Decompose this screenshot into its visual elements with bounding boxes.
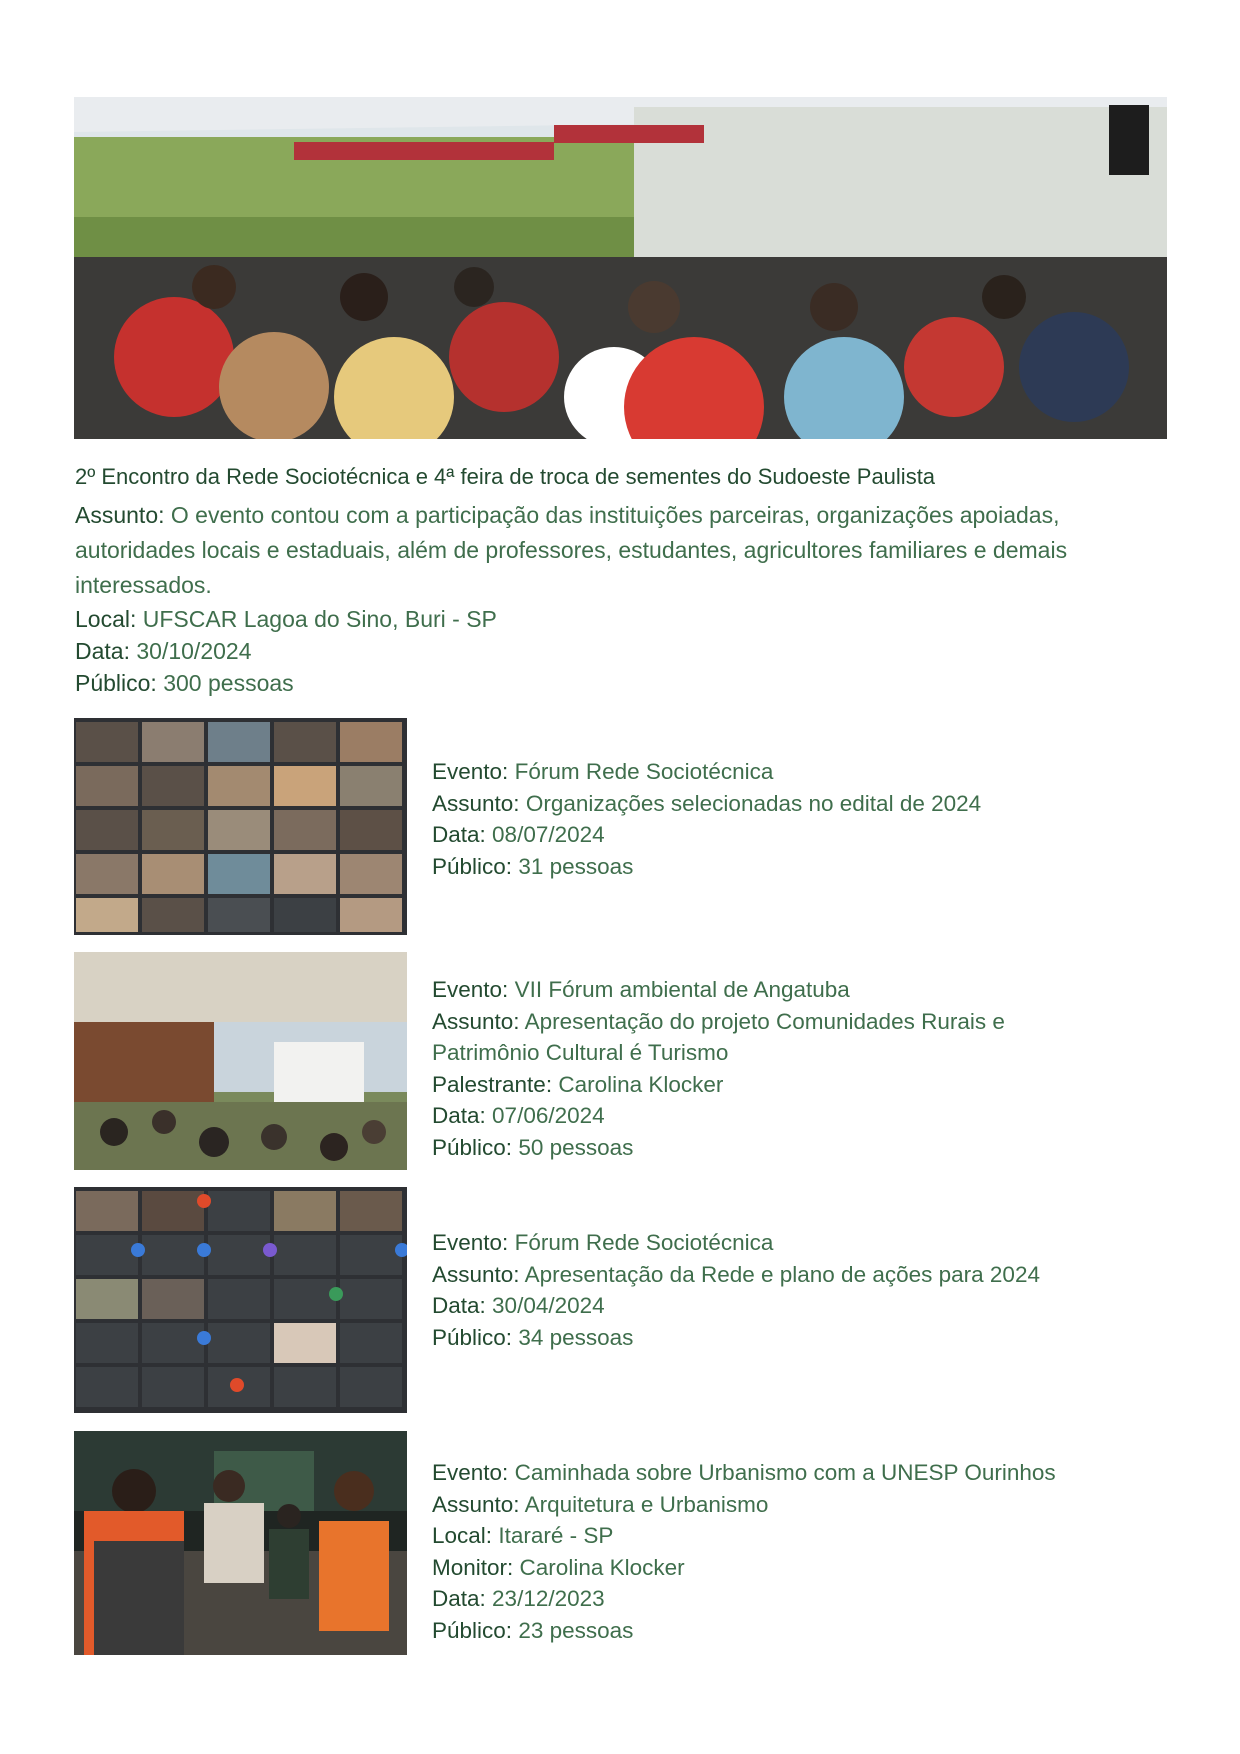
line-value: 50 pessoas	[518, 1134, 634, 1160]
event-monitor-line	[432, 1552, 1172, 1584]
line-value: Fórum Rede Sociotécnica	[514, 759, 774, 784]
line-value: VII Fórum ambiental de Angatuba	[514, 977, 850, 1002]
event-date-line	[432, 1100, 1172, 1132]
line-label: Assunto:	[432, 1261, 520, 1287]
line-value: Carolina Klocker	[558, 1071, 724, 1097]
line-value: Itararé - SP	[498, 1523, 614, 1548]
event-subject-line	[432, 1489, 1172, 1521]
event-name-line	[432, 1227, 1172, 1259]
line-value: Patrimônio Cultural é Turismo	[432, 1040, 729, 1065]
line-label: Data:	[432, 1103, 486, 1128]
line-value: 23/12/2023	[492, 1586, 605, 1611]
event-date-line	[432, 819, 1172, 851]
line-label: Evento:	[432, 759, 509, 784]
event-date-line	[432, 1290, 1172, 1322]
hero-event-photo	[74, 97, 1167, 439]
line-label: Assunto:	[432, 790, 520, 816]
event-photo-video-call	[74, 718, 407, 935]
event-item	[74, 718, 1174, 935]
line-value: 08/07/2024	[492, 822, 605, 847]
line-label: Monitor:	[432, 1554, 514, 1580]
main-event-public	[75, 667, 1175, 699]
line-label: Data:	[432, 1586, 486, 1611]
event-public-line	[432, 1615, 1172, 1647]
event-info	[432, 1457, 1172, 1646]
line-label: Local:	[432, 1523, 493, 1548]
line-value: Arquitetura e Urbanismo	[524, 1491, 769, 1517]
main-event-subject	[75, 498, 1175, 603]
line-label: Público:	[432, 1134, 513, 1160]
event-photo-video-call	[74, 1187, 407, 1413]
event-info	[432, 974, 1172, 1163]
main-event-local	[75, 603, 1175, 635]
event-subject-line	[432, 788, 1172, 820]
subject-value: O evento contou com a participação das instituições parceiras, organizações apoiadas, autoridades locais e estaduais, além de professores, estudantes, agricultores familiares e demais interessados.	[75, 502, 1068, 598]
line-value: Caminhada sobre Urbanismo com a UNESP Ourinhos	[514, 1460, 1056, 1485]
line-value: 23 pessoas	[518, 1617, 634, 1643]
line-label: Data:	[432, 822, 486, 847]
line-value: 07/06/2024	[492, 1103, 605, 1128]
event-item	[74, 1431, 1174, 1655]
main-event-date	[75, 635, 1175, 667]
line-value: Fórum Rede Sociotécnica	[514, 1230, 774, 1255]
line-label: Assunto:	[432, 1008, 520, 1034]
line-value: Carolina Klocker	[519, 1554, 685, 1580]
line-label: Evento:	[432, 1460, 509, 1485]
event-subject-line	[432, 1006, 1172, 1038]
event-speaker-line	[432, 1069, 1172, 1101]
event-name-line	[432, 756, 1172, 788]
event-public-line	[432, 1322, 1172, 1354]
main-event-title: 2º Encontro da Rede Sociotécnica e 4ª feira de troca de sementes do Sudoeste Paulista	[75, 464, 936, 489]
line-value: Apresentação do projeto Comunidades Rurais e	[524, 1008, 1005, 1034]
event-local-line	[432, 1520, 1172, 1552]
event-public-line	[432, 1132, 1172, 1164]
line-label: Público:	[432, 1324, 513, 1350]
event-date-line	[432, 1583, 1172, 1615]
event-photo-night-walk	[74, 1431, 407, 1655]
public-value: 300 pessoas	[163, 670, 294, 696]
line-label: Evento:	[432, 1230, 509, 1255]
line-value: 34 pessoas	[518, 1324, 634, 1350]
local-value: UFSCAR Lagoa do Sino, Buri - SP	[142, 606, 497, 632]
event-item	[74, 952, 1174, 1170]
event-subject-line	[432, 1259, 1172, 1291]
event-item	[74, 1187, 1174, 1413]
public-label: Público:	[75, 670, 157, 696]
event-name-line	[432, 1457, 1172, 1489]
local-label: Local:	[75, 606, 137, 632]
event-subject-continuation	[432, 1037, 1172, 1069]
line-value: 30/04/2024	[492, 1293, 605, 1318]
line-label: Público:	[432, 1617, 513, 1643]
event-info	[432, 1227, 1172, 1353]
event-name-line	[432, 974, 1172, 1006]
line-label: Público:	[432, 853, 513, 879]
line-label: Data:	[432, 1293, 486, 1318]
event-public-line	[432, 851, 1172, 883]
event-info	[432, 756, 1172, 882]
line-label: Palestrante:	[432, 1071, 553, 1097]
date-value: 30/10/2024	[136, 638, 252, 664]
line-label: Evento:	[432, 977, 509, 1002]
line-value: Organizações selecionadas no edital de 2024	[525, 790, 982, 816]
main-event-block	[75, 462, 1175, 699]
line-value: Apresentação da Rede e plano de ações para 2024	[524, 1261, 1040, 1287]
event-photo-outdoor-presentation	[74, 952, 407, 1170]
date-label: Data:	[75, 638, 130, 664]
line-value: 31 pessoas	[518, 853, 634, 879]
line-label: Assunto:	[432, 1491, 520, 1517]
subject-label: Assunto:	[75, 502, 165, 528]
